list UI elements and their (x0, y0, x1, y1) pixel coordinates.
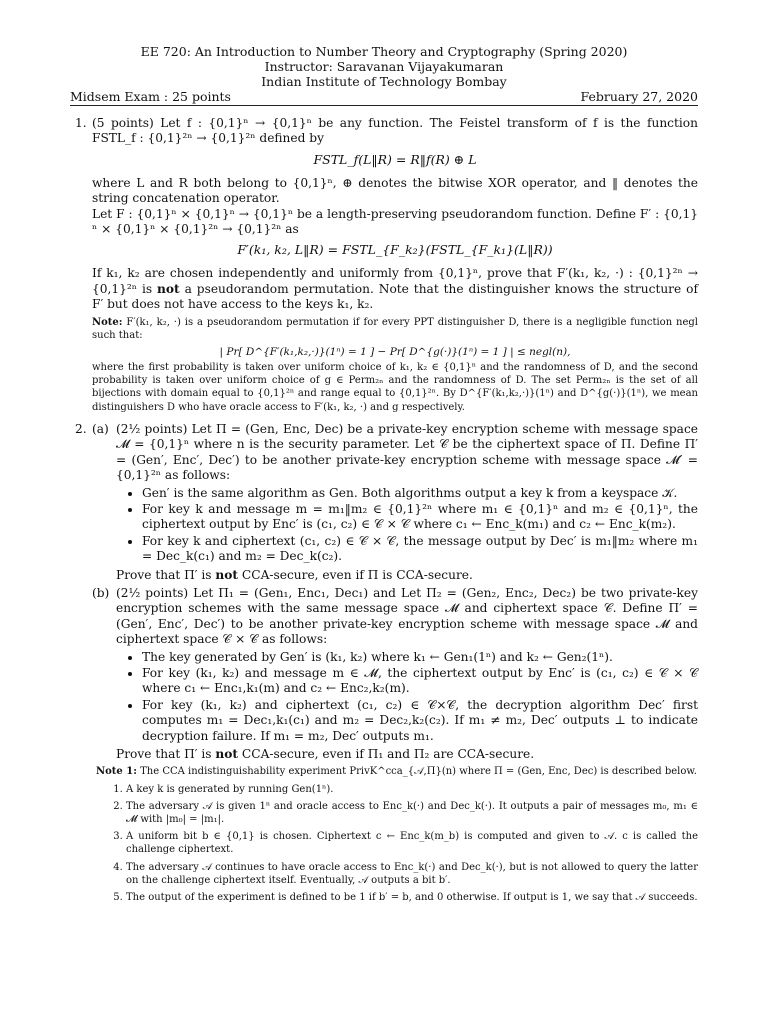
prp-definition-equation: | Pr[ D^{F′(k₁,k₂,·)}(1ⁿ) = 1 ] − Pr[ D^{g(·)}(1ⁿ) = 1 ] | ≤ negl(n), (219, 346, 571, 359)
q2b-intro: (2½ points) Let Π₁ = (Gen₁, Enc₁, Dec₁) and Let Π₂ = (Gen₂, Enc₂, Dec₂) be two private-key encryption schemes with the same message space 𝓜 and ciphertext space 𝒞. Define Π′ = (Gen′, Enc′, Dec′) to be another private-key encryption scheme with message space 𝓜 and ciphertext space 𝒞 × 𝒞 as follows: (116, 585, 698, 647)
question-number: 2. (75, 421, 87, 436)
q2a-prove-text: Prove that Π′ is (116, 567, 216, 582)
list-item: 5. The output of the experiment is defined to be 1 if b′ = b, and 0 otherwise. If output is 1, we say that 𝒜 succeeds. (126, 891, 698, 904)
q2-part-b (92, 586, 698, 762)
q2b-prove (116, 747, 698, 762)
q2a-prove-emphasis: not (215, 567, 239, 582)
q1-note-rest: where the first probability is taken over uniform choice of k₁, k₂ ∈ {0,1}ⁿ and the randomness of D, and the second probability is taken over uniform choice of g ∈ Perm₂ₙ and the randomness of D. The set Perm₂ₙ is the set of all bijections with domain equal to {0,1}²ⁿ and range equal to {0,1}²ⁿ. By D^{F′(k₁,k₂,·)}(1ⁿ) and D^{g(·)}(1ⁿ), we mean distinguishers D who have oracle access to F′(k₁, k₂, ·) and g respectively. (92, 362, 698, 413)
q1-let: Let F : {0,1}ⁿ × {0,1}ⁿ → {0,1}ⁿ be a length-preserving pseudorandom function. Define F′ : {0,1}ⁿ × {0,1}ⁿ × {0,1}²ⁿ → {0,1}²ⁿ as (92, 206, 698, 237)
q2b-bullets (116, 650, 698, 744)
list-item: 1. A key k is generated by running Gen(1ⁿ). (126, 783, 698, 796)
q2b-prove-rest: CCA-secure, even if Π₁ and Π₂ are CCA-secure. (238, 747, 535, 761)
cca-experiment-steps (92, 783, 698, 905)
q1-where: where L and R both belong to {0,1}ⁿ, ⊕ denotes the bitwise XOR operator, and ‖ denotes the string concatenation operator. (92, 175, 698, 206)
q2a-intro: (2½ points) Let Π = (Gen, Enc, Dec) be a private-key encryption scheme with message space 𝓜 = {0,1}ⁿ where n is the security parameter. Let 𝒞 be the ciphertext space of Π. Define Π′ = (Gen′, Enc′, Dec′) to be another private-key encryption scheme with message space 𝓜′ = {0,1}²ⁿ as follows: (116, 421, 698, 483)
note-text: F′(k₁, k₂, ·) is a pseudorandom permutation if for every PPT distinguisher D, there is a negligible function negl such that: (92, 316, 698, 341)
list-item: • For key k and ciphertext (c₁, c₂) ∈ 𝒞 × 𝒞, the message output by Dec′ is m₁‖m₂ where m₁ = Dec_k(c₁) and m₂ = Dec_k(c₂). (142, 534, 698, 565)
list-item: 3. A uniform bit b ∈ {0,1} is chosen. Ciphertext c ← Enc_k(m_b) is computed and given to 𝒜. c is called the challenge ciphertext. (126, 830, 698, 856)
q1-prove-rest: a pseudorandom permutation. Note that the distinguisher knows the structure of F′ but does not have access to the keys k₁, k₂. (92, 281, 698, 312)
cca-note (92, 765, 698, 778)
feistel-equation: FSTL_f(L‖R) = R‖f(R) ⊕ L (313, 151, 477, 167)
note-1-label: Note 1: (96, 766, 137, 778)
list-item: • Gen′ is the same algorithm as Gen. Both algorithms output a key k from a keyspace 𝒦. (142, 486, 698, 501)
q2a-bullets (116, 486, 698, 565)
list-item: • For key (k₁, k₂) and message m ∈ 𝓜, the ciphertext output by Enc′ is (c₁, c₂) ∈ 𝒞 × 𝒞 where c₁ ← Enc₁,k₁(m) and c₂ ← Enc₂,k₂(m). (142, 666, 698, 697)
question-number: 1. (75, 116, 87, 130)
q2b-prove-text: Prove that Π′ is (116, 747, 216, 761)
exam-title: Midsem Exam : 25 points (70, 89, 231, 104)
q1-intro: (5 points) Let f : {0,1}ⁿ → {0,1}ⁿ be any function. The Feistel transform of f is the function FSTL_f : {0,1}²ⁿ → {0,1}²ⁿ defined by (92, 116, 698, 146)
q2-part-a (92, 422, 698, 583)
instructor-line: Instructor: Saravanan Vijayakumaran (264, 59, 504, 74)
exam-page (70, 44, 698, 908)
q1-prove-emphasis: not (157, 281, 180, 296)
part-label: (a) (92, 421, 109, 436)
fprime-equation: F′(k₁, k₂, L‖R) = FSTL_{F_k₂}(FSTL_{F_k₁}(L‖R)) (237, 242, 553, 258)
part-label: (b) (92, 585, 110, 600)
q2b-prove-emphasis: not (215, 747, 239, 761)
course-title: EE 720: An Introduction to Number Theory and Cryptography (Spring 2020) (140, 44, 628, 59)
question-1 (70, 116, 698, 414)
list-item: • The key generated by Gen′ is (k₁, k₂) where k₁ ← Gen₁(1ⁿ) and k₂ ← Gen₂(1ⁿ). (142, 650, 698, 665)
question-2 (70, 422, 698, 904)
note-label: Note: (92, 316, 123, 328)
institute-line: Indian Institute of Technology Bombay (261, 74, 507, 89)
exam-date: February 27, 2020 (580, 89, 698, 104)
q2a-prove (116, 568, 698, 583)
list-item: 4. The adversary 𝒜 continues to have oracle access to Enc_k(·) and Dec_k(·), but is not allowed to query the latter on the challenge ciphertext itself. Eventually, 𝒜 outputs a bit b′. (126, 861, 698, 887)
q2a-prove-rest: CCA-secure, even if Π is CCA-secure. (238, 567, 473, 582)
q1-prove-text: If k₁, k₂ are chosen independently and uniformly from {0,1}ⁿ, prove that F′(k₁, k₂, ·) : {0,1}²ⁿ → {0,1}²ⁿ is (92, 266, 698, 296)
list-item: 2. The adversary 𝒜 is given 1ⁿ and oracle access to Enc_k(·) and Dec_k(·). It outputs a pair of messages m₀, m₁ ∈ 𝓜 with |m₀| = |m₁|. (126, 800, 698, 826)
list-item: • For key k and message m = m₁‖m₂ ∈ {0,1}²ⁿ where m₁ ∈ {0,1}ⁿ and m₂ ∈ {0,1}ⁿ, the ciphertext output by Enc′ is (c₁, c₂) ∈ 𝒞 × 𝒞 where c₁ ← Enc_k(m₁) and c₂ ← Enc_k(m₂). (142, 502, 698, 533)
q1-note (92, 316, 698, 342)
q1-prove (92, 266, 698, 312)
list-item: • For key (k₁, k₂) and ciphertext (c₁, c₂) ∈ 𝒞×𝒞, the decryption algorithm Dec′ first computes m₁ = Dec₁,k₁(c₁) and m₂ = Dec₂,k₂(c₂). If m₁ ≠ m₂, Dec′ outputs ⊥ to indicate decryption failure. If m₁ = m₂, Dec′ outputs m₁. (142, 698, 698, 744)
note-1-text: The CCA indistinguishability experiment PrivK^cca_{𝒜,Π}(n) where Π = (Gen, Enc, Dec) is described below. (136, 766, 697, 778)
exam-info-row (70, 89, 698, 106)
